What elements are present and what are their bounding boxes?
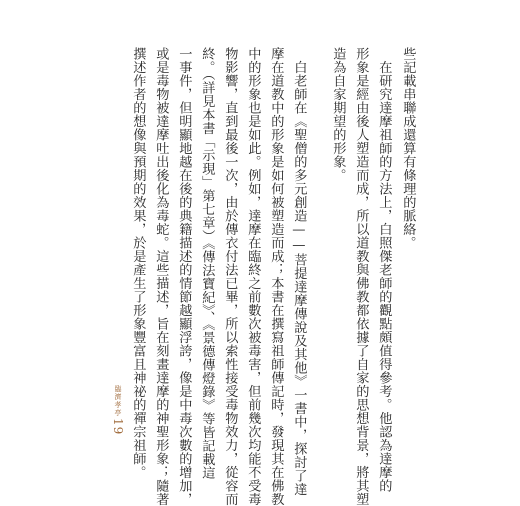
text-column-12: 撰述作者的想像與預期的效果，於是產生了形象豐富且神祕的禪宗祖師。: [130, 47, 146, 479]
running-head: 臨濟孝亭: [114, 385, 122, 417]
text-column-9: 終。（詳見本書「示現」第七章）《傳法寶紀》、《景德傳燈錄》等皆記載這: [199, 47, 215, 480]
text-column-3: 形象是經由後人塑造而成，所以道教與佛教都依據了自家的思想背景，將其塑: [353, 47, 369, 506]
text-column-6: 摩在道教中的形象是如何被塑造而成；本書在撰寫祖師傳記時，發現其在佛教: [268, 47, 284, 506]
text-column-5: 白老師在《聖僧的多元創造——菩提達摩傳說及其他》一書中，探討了達: [291, 47, 307, 497]
text-column-1: 些記載串聯成還算有條理的脈絡。: [400, 47, 416, 250]
text-column-4: 造為自家期望的形象。: [330, 47, 346, 182]
text-column-2: 在研究達摩祖師的方法上，白照傑老師的觀點頗值得參考。他認為達摩的: [376, 47, 392, 493]
text-column-7: 中的形象也是如此。例如，達摩在臨終之前數次被毒害，但前幾次均能不受毒: [245, 47, 261, 506]
text-column-11: 或是毒物被達摩吐出後化為毒蛇。這些描述，旨在刻畫達摩的神聖形象；隨著: [153, 47, 169, 506]
page-number: 19: [111, 418, 125, 436]
text-column-10: 一事件，但明顯地越在後的典籍描述的情節越顯浮誇，像是中毒次數的增加，: [176, 47, 192, 506]
text-column-8: 物影響，直到最後一次，由於傳衣付法已畢，所以索性接受毒物效力，從容而: [222, 47, 238, 506]
